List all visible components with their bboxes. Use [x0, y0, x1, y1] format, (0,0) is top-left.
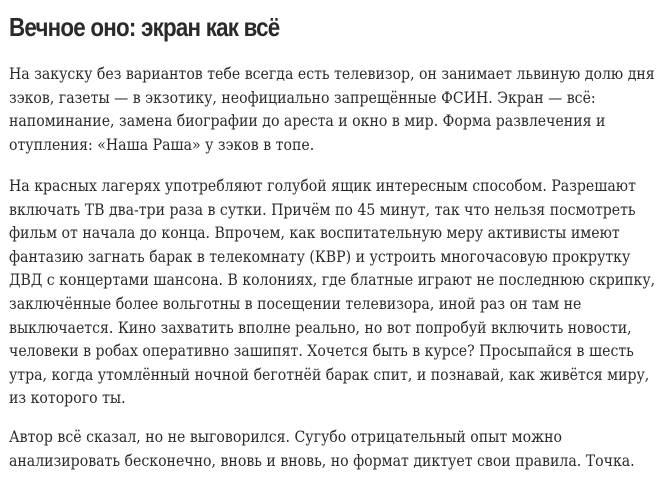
- paragraph-line: На закуску без вариантов тебе всегда есть телевизор, он занимает львиную долю дня: [9, 65, 655, 83]
- paragraph-line: из которого ты.: [9, 389, 126, 408]
- paragraph: [9, 175, 668, 411]
- paragraph-line: зэков, газеты — в экзотику, неофициально запрещённые ФСИН. Экран — всё:: [9, 88, 596, 107]
- paragraph-line: фильм от начала до конца. Впрочем, как воспитательную меру активисты имеют: [9, 224, 620, 243]
- paragraph-line: заключённые более вольготны в посещении телевизора, иной раз он там не: [9, 294, 582, 313]
- paragraph-line: выключается. Кино захватить вполне реально, но вот попробуй включить новости,: [9, 318, 632, 337]
- paragraph-line: отупления: «Наша Раша» у зэков в топе.: [9, 135, 315, 154]
- paragraph-line: Автор всё сказал, но не выговорился. Сугубо отрицательный опыт можно: [9, 428, 562, 446]
- paragraph-line: ДВД с концертами шансона. В колониях, где блатные играют не последнюю скрипку,: [9, 271, 656, 290]
- article-title: Вечное оно: экран как всё: [9, 12, 280, 42]
- paragraph-line: На красных лагерях употребляют голубой ящик интересным способом. Разрешают: [9, 177, 636, 195]
- paragraph-line: утра, когда утомлённый ночной беготнёй барак спит, и познавай, как живётся миру,: [9, 365, 650, 384]
- paragraph-line: человеки в робах оперативно зашипят. Хочется быть в курсе? Просыпайся в шесть: [9, 342, 634, 361]
- paragraph-line: фантазию загнать барак в телекомнату (КВР) и устроить многочасовую прокрутку: [9, 247, 631, 266]
- paragraph: [9, 63, 668, 157]
- paragraph-line: анализировать бесконечно, вновь и вновь, но формат диктует свои правила. Точка.: [9, 451, 635, 470]
- paragraph-line: включать ТВ два-три раза в сутки. Причём по 45 минут, так что нельзя посмотреть: [9, 200, 636, 219]
- paragraph-line: напоминание, замена биографии до ареста и окно в мир. Форма развлечения и: [9, 112, 606, 131]
- paragraph: [9, 426, 668, 473]
